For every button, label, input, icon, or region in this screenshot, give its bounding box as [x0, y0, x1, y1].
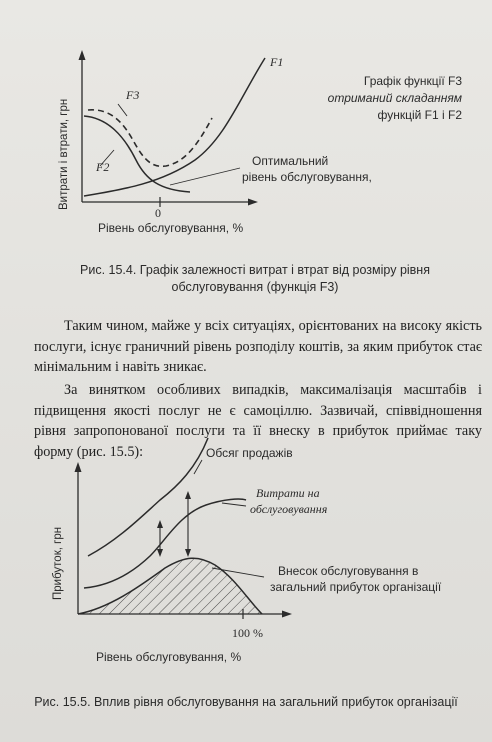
fig1-f2-label: F2 — [96, 160, 110, 174]
fig2-gap-arrow-1-up — [157, 520, 163, 528]
fig1-f3-label: F3 — [126, 88, 140, 102]
fig1-caption-line-1: Рис. 15.4. Графік залежності витрат і втрат від розміру рівня — [80, 263, 430, 277]
fig2-contribution-label — [270, 563, 441, 595]
fig2-gap-arrow-2-down — [185, 549, 191, 557]
fig2-y-axis-label: Прибуток, грн — [52, 526, 64, 600]
fig1-optimum-line-1: Оптимальний — [252, 154, 329, 168]
fig2-costs-line-2: обслуговування — [250, 502, 328, 516]
fig1-f1-label: F1 — [270, 55, 284, 69]
fig1-x-tick-label: 0 — [155, 206, 161, 220]
fig2-costs-label — [250, 485, 327, 517]
fig2-sales-label: Обсяг продажів — [206, 446, 293, 460]
fig2-costs-leader — [222, 503, 246, 506]
fig1-y-axis-label: Витрати і втрати, грн — [58, 98, 70, 210]
fig1-x-axis-label: Рівень обслуговування, % — [98, 221, 244, 235]
paragraph-1: Таким чином, майже у всіх ситуаціях, орієнтованих на високу якість послуги, існує граничний рівень розподілу коштів, за яким прибуток стає мінімальним і навіть зникає. — [34, 318, 482, 375]
fig1-caption-line-2: обслуговування (функція F3) — [171, 280, 339, 294]
fig2-gap-arrow-2-up — [185, 491, 191, 499]
fig1-legend-line-2: отриманий складанням — [327, 91, 462, 105]
paragraph-2: За винятком особливих випадків, максималізація масштабів і підвищення якості послуг не є самоціллю. Зазвичай, співвідношення рівня запропонованої послуги та її внеску в прибуток приймає таку форму (рис. 15.5): — [34, 382, 482, 460]
fig2-y-arrow — [75, 462, 82, 472]
fig2-x-axis-label: Рівень обслуговування, % — [96, 650, 242, 664]
fig2-x-tick-label: 100 % — [232, 626, 263, 640]
fig1-optimum-line-2: рівень обслуговування, — [242, 170, 372, 184]
fig2-x-arrow — [282, 611, 292, 618]
fig2-contribution-line-1: Внесок обслуговування в — [278, 564, 419, 578]
fig2-contribution-line-2: загальний прибуток організації — [270, 580, 442, 594]
fig1-legend-line-1: Графік функції F3 — [363, 74, 462, 88]
fig2-gap-arrow-1-down — [157, 549, 163, 557]
fig2-caption: Рис. 15.5. Вплив рівня обслуговування на загальний прибуток організації — [34, 695, 458, 709]
fig2-costs-line-1: Витрати на — [256, 486, 320, 500]
fig1-legend-line-3: функцій F1 і F2 — [377, 108, 462, 122]
